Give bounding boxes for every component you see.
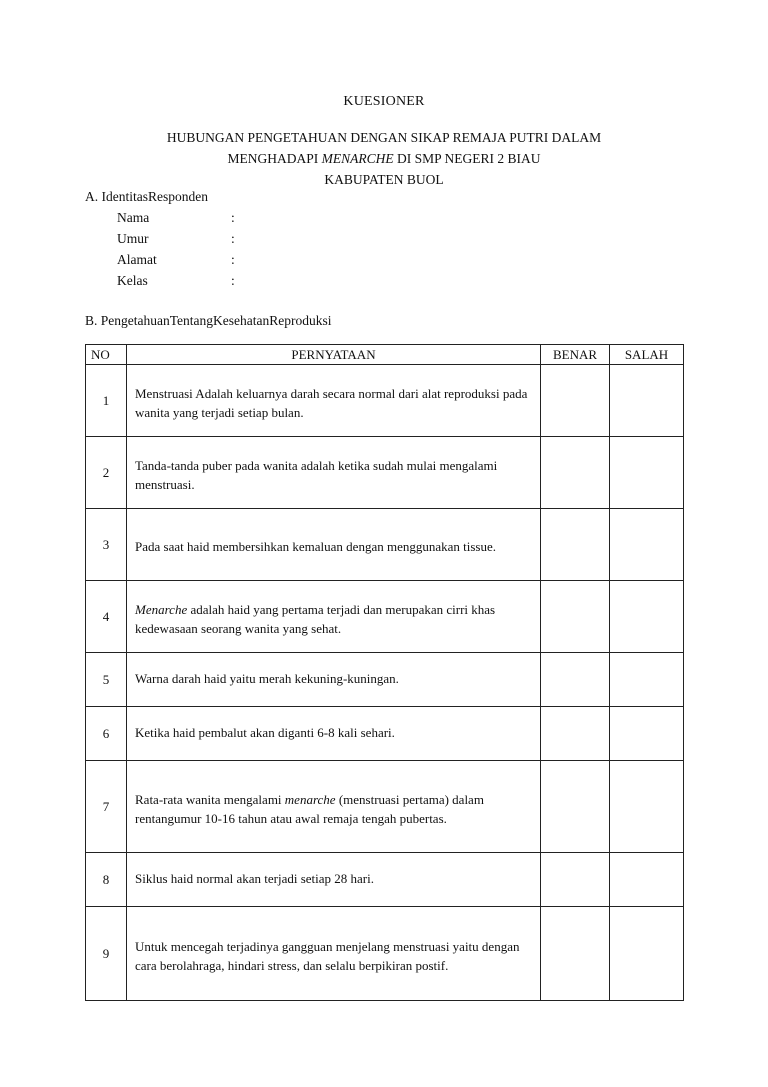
- statement-pre: Rata-rata wanita mengalami: [135, 792, 285, 807]
- field-separator: :: [231, 210, 235, 225]
- answer-true-cell[interactable]: [541, 509, 610, 581]
- row-number: 1: [86, 365, 127, 437]
- answer-false-cell[interactable]: [610, 437, 684, 509]
- row-statement: [127, 653, 541, 707]
- document-subtitle: [100, 127, 668, 190]
- table-row: [86, 365, 684, 437]
- row-number: 7: [86, 761, 127, 853]
- field-kelas[interactable]: [117, 273, 235, 289]
- answer-true-cell[interactable]: [541, 707, 610, 761]
- answer-true-cell[interactable]: [541, 853, 610, 907]
- statement-text: Tanda-tanda puber pada wanita adalah ketika sudah mulai mengalami menstruasi.: [135, 458, 498, 492]
- row-statement: [127, 707, 541, 761]
- row-number: 2: [86, 437, 127, 509]
- row-statement: [127, 365, 541, 437]
- answer-false-cell[interactable]: [610, 365, 684, 437]
- row-number: 5: [86, 653, 127, 707]
- table-row: [86, 761, 684, 853]
- statement-text: Warna darah haid yaitu merah kekuning-kuningan.: [135, 671, 399, 687]
- answer-true-cell[interactable]: [541, 907, 610, 1001]
- table-row: [86, 509, 684, 581]
- field-separator: :: [231, 273, 235, 288]
- table-row: [86, 853, 684, 907]
- table-row: [86, 581, 684, 653]
- subtitle-line-1: HUBUNGAN PENGETAHUAN DENGAN SIKAP REMAJA PUTRI DALAM: [166, 130, 602, 145]
- header-statement: PERNYATAAN: [127, 345, 541, 365]
- subtitle-line-2-post: DI SMP NEGERI 2 BIAU: [393, 151, 541, 166]
- row-statement: [127, 581, 541, 653]
- subtitle-line-2: [100, 148, 668, 169]
- row-number: 8: [86, 853, 127, 907]
- header-false: SALAH: [610, 345, 684, 365]
- answer-false-cell[interactable]: [610, 907, 684, 1001]
- statement-italic: menarche: [284, 792, 336, 807]
- row-statement: [127, 437, 541, 509]
- answer-true-cell[interactable]: [541, 581, 610, 653]
- statement-text: Pada saat haid membersihkan kemaluan dengan menggunakan tissue.: [135, 539, 497, 555]
- field-label: Umur: [117, 231, 149, 246]
- statement-text: Untuk mencegah terjadinya gangguan menjelang menstruasi yaitu dengan cara berolahraga, hindari stress, dan selalu berpikiran postif.: [135, 939, 520, 973]
- header-no: NO: [86, 345, 127, 365]
- table-row: [86, 653, 684, 707]
- answer-true-cell[interactable]: [541, 365, 610, 437]
- subtitle-line-2-italic: MENARCHE: [321, 151, 394, 166]
- questionnaire-table: [85, 344, 684, 1001]
- row-statement: [127, 509, 541, 581]
- statement-text: Siklus haid normal akan terjadi setiap 28 hari.: [135, 871, 374, 887]
- statement-italic: Menarche: [135, 602, 188, 617]
- field-label: Alamat: [117, 252, 157, 267]
- table-row: [86, 707, 684, 761]
- row-statement: [127, 761, 541, 853]
- table-row: [86, 907, 684, 1001]
- answer-false-cell[interactable]: [610, 581, 684, 653]
- statement-text: adalah haid yang pertama terjadi dan merupakan cirri khas kedewasaan seorang wanita yang sehat.: [135, 602, 496, 636]
- answer-false-cell[interactable]: [610, 653, 684, 707]
- answer-true-cell[interactable]: [541, 437, 610, 509]
- subtitle-line-2-pre: MENGHADAPI: [227, 151, 322, 166]
- field-label: Nama: [117, 210, 150, 225]
- answer-false-cell[interactable]: [610, 509, 684, 581]
- field-label: Kelas: [117, 273, 148, 288]
- section-b-heading: B. PengetahuanTentangKesehatanReproduksi: [85, 313, 332, 328]
- field-alamat[interactable]: [117, 252, 235, 268]
- answer-false-cell[interactable]: [610, 761, 684, 853]
- field-nama[interactable]: [117, 210, 235, 226]
- row-number: 4: [86, 581, 127, 653]
- field-separator: :: [231, 252, 235, 267]
- table-row: [86, 437, 684, 509]
- field-separator: :: [231, 231, 235, 246]
- row-number: 3: [86, 509, 127, 581]
- row-statement: [127, 907, 541, 1001]
- answer-true-cell[interactable]: [541, 761, 610, 853]
- statement-text: Ketika haid pembalut akan diganti 6-8 kali sehari.: [135, 725, 395, 741]
- row-statement: [127, 853, 541, 907]
- section-a-heading: A. IdentitasResponden: [85, 189, 208, 204]
- subtitle-line-3: KABUPATEN BUOL: [324, 172, 444, 187]
- statement-text: Menstruasi Adalah keluarnya darah secara normal dari alat reproduksi pada wanita yang terjadi setiap bulan.: [135, 386, 528, 420]
- answer-true-cell[interactable]: [541, 653, 610, 707]
- field-umur[interactable]: [117, 231, 235, 247]
- row-number: 6: [86, 707, 127, 761]
- statement-text: (menstruasi pertama) dalam rentangumur 10-16 tahun atau awal remaja tengah pubertas.: [135, 792, 484, 826]
- page-title: KUESIONER: [343, 94, 425, 109]
- header-true: BENAR: [541, 345, 610, 365]
- answer-false-cell[interactable]: [610, 707, 684, 761]
- answer-false-cell[interactable]: [610, 853, 684, 907]
- table-header-row: [86, 345, 684, 365]
- row-number: 9: [86, 907, 127, 1001]
